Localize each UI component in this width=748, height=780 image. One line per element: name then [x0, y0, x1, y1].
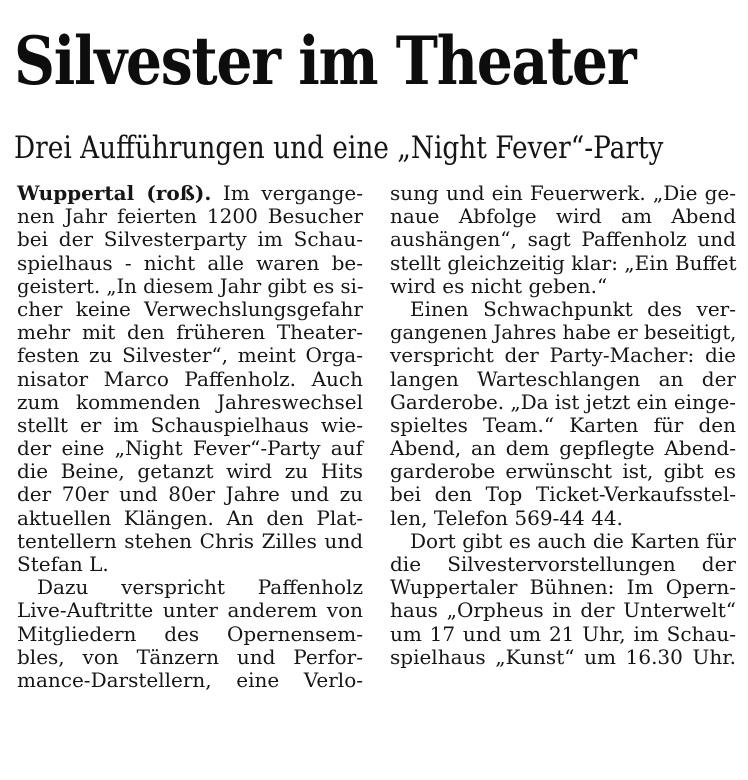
dateline: Wuppertal (roß). — [17, 181, 212, 205]
body-text: Im vergange- — [211, 181, 364, 205]
body-line: spielhaus „Kunst“ um 16.30 Uhr. — [390, 644, 736, 669]
body-line: mance-Darstellern, eine Verlo- — [17, 667, 363, 692]
body-line: stellt er im Schauspielhaus wie- — [17, 412, 363, 437]
body-line: spielhaus - nicht alle waren be- — [17, 250, 363, 275]
subheadline: Drei Aufführungen und eine „Night Fever“-Party — [14, 130, 664, 166]
body-line: Mitgliedern des Opernensem- — [17, 621, 363, 646]
body-line: Dazu verspricht Paffenholz — [37, 575, 363, 600]
body-line: spieltes Team.“ Karten für den — [390, 412, 736, 437]
body-line: wird es nicht geben.“ — [390, 273, 608, 298]
body-line: haus „Orpheus in der Unterwelt“ — [390, 598, 736, 623]
body-line: zum kommenden Jahreswechsel — [17, 389, 363, 414]
body-line: Dort gibt es auch die Karten für — [410, 528, 736, 553]
headline: Silvester im Theater — [14, 22, 636, 100]
body-line: geistert. „In diesem Jahr gibt es si- — [17, 273, 364, 298]
body-line: tentellern stehen Chris Zilles und — [17, 528, 363, 553]
body-line: len, Telefon 569-44 44. — [390, 505, 623, 530]
body-line: langen Warteschlangen an der — [390, 366, 736, 391]
body-line: naue Abfolge wird am Abend — [390, 204, 736, 229]
body-line: verspricht der Party-Macher: die — [390, 343, 736, 368]
body-line: festen zu Silvester“, meint Orga- — [17, 343, 363, 368]
body-line: aushängen“, sagt Paffenholz und — [390, 227, 736, 252]
body-line: gangenen Jahres habe er beseitigt, — [390, 320, 737, 345]
body-line: bles, von Tänzern und Perfor- — [17, 644, 363, 669]
body-line: Einen Schwachpunkt des ver- — [410, 296, 736, 321]
body-line: Live-Auftritte unter anderem von — [17, 598, 363, 623]
article-column-right — [390, 182, 736, 669]
body-line: Abend, an dem gepflegte Abend- — [390, 436, 736, 461]
body-line: Garderobe. „Da ist jetzt ein einge- — [390, 389, 736, 414]
body-line: Wuppertaler Bühnen: Im Opern- — [390, 575, 736, 600]
body-line: sung und ein Feuerwerk. „Die ge- — [390, 181, 736, 205]
body-line: der eine „Night Fever“-Party auf — [17, 436, 363, 461]
body-line — [17, 182, 363, 205]
body-line: nisator Marco Paffenholz. Auch — [17, 366, 363, 391]
body-line: Stefan L. — [17, 552, 109, 576]
body-line: cher keine Verwechslungsgefahr — [17, 296, 363, 321]
body-line: die Beine, getanzt wird zu Hits — [17, 459, 363, 484]
body-line: um 17 und um 21 Uhr, im Schau- — [390, 621, 736, 646]
body-line: nen Jahr feierten 1200 Besucher — [17, 204, 363, 229]
body-line: bei der Silvesterparty im Schau- — [17, 227, 363, 252]
body-line: garderobe erwünscht ist, gibt es — [390, 459, 736, 484]
body-line: bei den Top Ticket-Verkaufsstel- — [390, 482, 736, 507]
body-line: aktuellen Klängen. An den Plat- — [17, 505, 363, 530]
article-column-left — [17, 182, 363, 692]
body-line: stellt gleichzeitig klar: „Ein Buffet — [390, 250, 737, 275]
body-line: mehr mit den früheren Theater- — [17, 320, 363, 345]
body-line: die Silvestervorstellungen der — [390, 552, 736, 576]
body-line: der 70er und 80er Jahre und zu — [17, 482, 363, 507]
